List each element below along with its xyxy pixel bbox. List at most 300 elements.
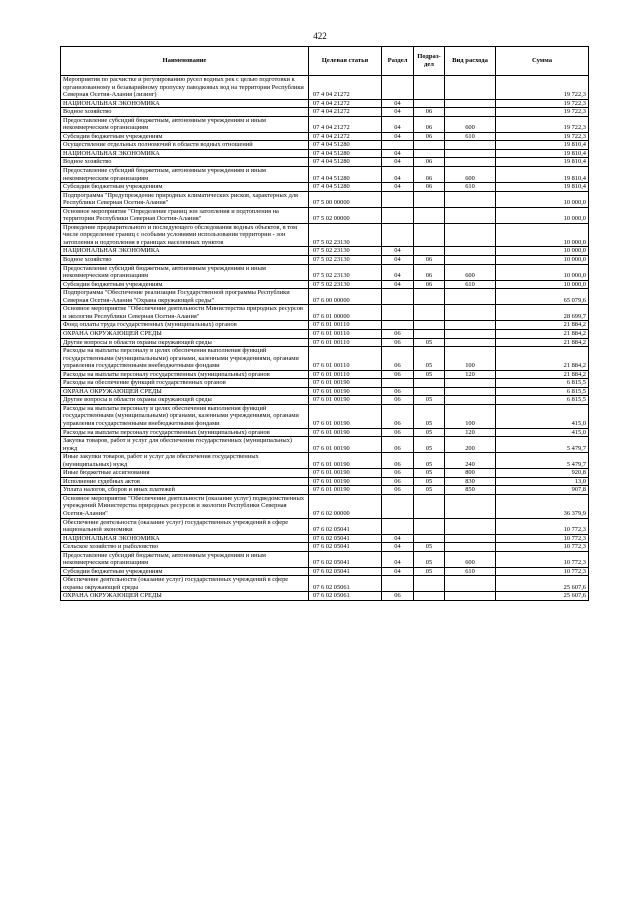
budget-table [60,46,589,601]
cell-subsection: 05 [414,543,445,552]
cell-name: Закупка товаров, работ и услуг для обеспечения государственных (муниципальных) нужд [61,437,309,453]
cell-sum: 19 810,4 [496,183,589,192]
table-row [61,428,589,437]
cell-expense-type [445,387,496,396]
cell-section: 04 [382,108,414,117]
cell-subsection: 05 [414,477,445,486]
table-row [61,149,589,158]
cell-section: 06 [382,404,414,428]
cell-sum: 10 000,0 [496,191,589,207]
cell-subsection [414,329,445,338]
cell-section [382,141,414,150]
cell-expense-type [445,247,496,256]
cell-target-code: 07 6 01 00190 [309,387,382,396]
cell-sum: 19 810,4 [496,167,589,183]
cell-sum: 21 884,2 [496,338,589,347]
cell-subsection: 06 [414,116,445,132]
cell-section: 04 [382,149,414,158]
cell-expense-type: 800 [445,469,496,478]
cell-section [382,494,414,518]
cell-subsection: 05 [414,370,445,379]
cell-name: Водное хозяйство [61,108,309,117]
cell-target-code: 07 6 02 05041 [309,534,382,543]
cell-subsection [414,576,445,592]
table-row [61,183,589,192]
cell-sum: 19 722,3 [496,132,589,141]
table-row [61,534,589,543]
cell-name: Фонд оплаты труда государственных (муниципальных) органов [61,321,309,330]
cell-sum: 25 607,6 [496,576,589,592]
cell-subsection: 06 [414,158,445,167]
cell-target-code: 07 6 02 05041 [309,567,382,576]
cell-sum: 10 772,3 [496,534,589,543]
cell-expense-type: 830 [445,477,496,486]
cell-sum: 19 722,3 [496,108,589,117]
cell-expense-type [445,329,496,338]
cell-section: 06 [382,347,414,371]
cell-section: 04 [382,280,414,289]
cell-subsection: 06 [414,167,445,183]
cell-section [382,321,414,330]
cell-subsection [414,247,445,256]
cell-sum: 65 079,6 [496,289,589,305]
cell-target-code: 07 4 04 51280 [309,149,382,158]
cell-target-code: 07 4 04 51280 [309,158,382,167]
cell-target-code: 07 6 02 05061 [309,592,382,601]
cell-subsection: 05 [414,453,445,469]
cell-sum: 10 772,3 [496,518,589,534]
table-row [61,321,589,330]
cell-name: Сельское хозяйство и рыболовство [61,543,309,552]
cell-section: 06 [382,486,414,495]
cell-name: Водное хозяйство [61,256,309,265]
cell-name: Предоставление субсидий бюджетным, автономным учреждениям и иным некоммерческим организациям [61,167,309,183]
cell-subsection: 05 [414,428,445,437]
cell-section: 06 [382,469,414,478]
table-row [61,167,589,183]
cell-expense-type [445,396,496,405]
cell-name: Мероприятия по расчистке и регулированию русел водных рек с целью подготовки к организованному и безаварийному пропуску паводковых вод на территории Республики Северная Осетия-Алания (лизинг) [61,76,309,100]
cell-sum: 6 815,5 [496,396,589,405]
cell-subsection [414,76,445,100]
cell-name: ОХРАНА ОКРУЖАЮЩЕЙ СРЕДЫ [61,387,309,396]
cell-section [382,305,414,321]
cell-sum: 21 884,2 [496,321,589,330]
table-row [61,256,589,265]
cell-sum: 415,0 [496,428,589,437]
cell-subsection [414,191,445,207]
cell-name: Иные закупки товаров, работ и услуг для обеспечения государственных (муниципальных) нужд [61,453,309,469]
cell-subsection [414,379,445,388]
cell-expense-type: 600 [445,551,496,567]
table-row [61,453,589,469]
cell-name: Расходы на выплаты персоналу в целях обеспечения выполнения функций государственными (муниципальными) органами, казенными учреждениями, органами управления государственными внебюджетными фондами [61,404,309,428]
cell-expense-type [445,534,496,543]
cell-section: 04 [382,116,414,132]
cell-name: Расходы на выплаты персоналу государственных (муниципальных) органов [61,370,309,379]
cell-expense-type: 610 [445,280,496,289]
cell-subsection [414,305,445,321]
cell-section [382,223,414,247]
cell-name: Подпрограмма "Предупреждение природных климатических рисков, характерных для Республики Северная Осетия-Алания" [61,191,309,207]
cell-section: 04 [382,167,414,183]
cell-subsection: 06 [414,264,445,280]
cell-name: Предоставление субсидий бюджетным, автономным учреждениям и иным некоммерческим организациям [61,264,309,280]
cell-expense-type: 100 [445,347,496,371]
cell-section: 04 [382,247,414,256]
cell-target-code: 07 5 00 00000 [309,191,382,207]
cell-sum: 36 379,9 [496,494,589,518]
cell-sum: 415,0 [496,404,589,428]
cell-name: ОХРАНА ОКРУЖАЮЩЕЙ СРЕДЫ [61,592,309,601]
cell-expense-type: 610 [445,183,496,192]
table-row [61,387,589,396]
cell-subsection: 06 [414,256,445,265]
cell-sum: 5 479,7 [496,453,589,469]
cell-target-code: 07 6 01 00190 [309,453,382,469]
cell-name: Иные бюджетные ассигнования [61,469,309,478]
cell-target-code: 07 6 02 00000 [309,494,382,518]
cell-target-code: 07 4 04 51280 [309,141,382,150]
cell-expense-type [445,191,496,207]
cell-subsection: 06 [414,132,445,141]
cell-sum: 10 000,0 [496,207,589,223]
cell-name: ОХРАНА ОКРУЖАЮЩЕЙ СРЕДЫ [61,329,309,338]
cell-subsection: 05 [414,567,445,576]
cell-expense-type [445,76,496,100]
cell-expense-type [445,494,496,518]
cell-section: 06 [382,428,414,437]
cell-section: 04 [382,543,414,552]
cell-sum: 10 000,0 [496,264,589,280]
cell-sum: 10 772,3 [496,543,589,552]
table-row [61,223,589,247]
cell-name: Основное мероприятие "Обеспечение деятельности (оказание услуг) подведомственных учреждений Министерства природных ресурсов и экологии Республики Северная Осетия-Алания" [61,494,309,518]
cell-name: Другие вопросы в области охраны окружающей среды [61,396,309,405]
cell-section [382,576,414,592]
table-row [61,191,589,207]
cell-name: Основное мероприятие "Определение границ зон затопления и подтопления на территории Республики Северная Осетия-Алания" [61,207,309,223]
cell-target-code: 07 6 01 00000 [309,305,382,321]
cell-subsection: 05 [414,396,445,405]
cell-expense-type [445,289,496,305]
cell-section [382,379,414,388]
cell-section: 04 [382,183,414,192]
cell-name: Предоставление субсидий бюджетным, автономным учреждениям и иным некоммерческим организациям [61,551,309,567]
cell-section: 04 [382,256,414,265]
table-row [61,338,589,347]
cell-expense-type [445,321,496,330]
table-row [61,404,589,428]
cell-name: Предоставление субсидий бюджетным, автономным учреждениям и иным некоммерческим организациям [61,116,309,132]
table-row [61,280,589,289]
cell-target-code: 07 6 01 00110 [309,370,382,379]
cell-target-code: 07 6 02 05041 [309,543,382,552]
table-row [61,207,589,223]
table-row [61,264,589,280]
cell-target-code: 07 5 02 23130 [309,256,382,265]
cell-name: Исполнение судебных актов [61,477,309,486]
cell-section: 06 [382,396,414,405]
cell-target-code: 07 6 01 00190 [309,469,382,478]
cell-name: Расходы на обеспечение функций государственных органов [61,379,309,388]
cell-expense-type [445,108,496,117]
cell-sum: 6 815,5 [496,387,589,396]
cell-sum: 25 607,6 [496,592,589,601]
cell-expense-type [445,141,496,150]
table-row [61,141,589,150]
table-row [61,396,589,405]
cell-name: Обеспечение деятельности (оказание услуг) государственных учреждений в сфере охраны окружающей среды [61,576,309,592]
cell-expense-type [445,99,496,108]
table-row [61,247,589,256]
table-row [61,543,589,552]
cell-target-code: 07 6 01 00190 [309,477,382,486]
cell-expense-type [445,305,496,321]
cell-expense-type: 600 [445,264,496,280]
cell-name: Расходы на выплаты персоналу государственных (муниципальных) органов [61,428,309,437]
cell-target-code: 07 6 02 05041 [309,518,382,534]
table-row [61,469,589,478]
table-body [61,76,589,601]
cell-subsection [414,223,445,247]
cell-subsection [414,494,445,518]
cell-expense-type [445,223,496,247]
cell-sum: 10 000,0 [496,223,589,247]
header-name: Наименование [61,47,309,76]
header-code: Целевая статья [309,47,382,76]
cell-expense-type: 100 [445,404,496,428]
cell-expense-type: 120 [445,370,496,379]
cell-name: НАЦИОНАЛЬНАЯ ЭКОНОМИКА [61,534,309,543]
cell-expense-type: 600 [445,116,496,132]
cell-expense-type: 850 [445,486,496,495]
cell-sum: 5 479,7 [496,437,589,453]
cell-target-code: 07 4 04 21272 [309,116,382,132]
cell-name: Водное хозяйство [61,158,309,167]
cell-name: Проведение предварительного и последующего обследования водных объектов, в том числе определение границ с особыми условиями использования территории - зон затопления и подтопления в границах населенных пунктов [61,223,309,247]
cell-expense-type: 120 [445,428,496,437]
table-row [61,132,589,141]
cell-expense-type: 240 [445,453,496,469]
cell-subsection: 05 [414,347,445,371]
header-subsection: Подраз-дел [414,47,445,76]
cell-section: 06 [382,592,414,601]
cell-target-code: 07 6 01 00110 [309,347,382,371]
page-number: 422 [313,31,327,41]
cell-subsection: 06 [414,108,445,117]
cell-name: НАЦИОНАЛЬНАЯ ЭКОНОМИКА [61,99,309,108]
cell-expense-type: 200 [445,437,496,453]
table-row [61,305,589,321]
cell-sum: 19 722,3 [496,76,589,100]
cell-section [382,518,414,534]
cell-subsection [414,289,445,305]
cell-target-code: 07 6 01 00110 [309,321,382,330]
cell-name: НАЦИОНАЛЬНАЯ ЭКОНОМИКА [61,247,309,256]
cell-section [382,207,414,223]
cell-subsection [414,534,445,543]
cell-sum: 19 722,3 [496,99,589,108]
cell-section: 04 [382,264,414,280]
cell-sum: 19 810,4 [496,141,589,150]
cell-name: Субсидии бюджетным учреждениям [61,183,309,192]
table-row [61,370,589,379]
cell-sum: 13,0 [496,477,589,486]
cell-expense-type [445,149,496,158]
cell-sum: 19 722,3 [496,116,589,132]
cell-expense-type: 610 [445,567,496,576]
cell-name: НАЦИОНАЛЬНАЯ ЭКОНОМИКА [61,149,309,158]
table-row [61,347,589,371]
table-row [61,329,589,338]
cell-section: 04 [382,551,414,567]
cell-sum: 19 810,4 [496,158,589,167]
cell-expense-type [445,518,496,534]
cell-section [382,191,414,207]
table-row [61,76,589,100]
cell-target-code: 07 5 02 00000 [309,207,382,223]
cell-subsection: 05 [414,437,445,453]
cell-target-code: 07 6 02 05061 [309,576,382,592]
cell-section: 04 [382,132,414,141]
cell-expense-type [445,207,496,223]
cell-expense-type [445,379,496,388]
cell-sum: 21 884,2 [496,370,589,379]
cell-expense-type [445,338,496,347]
table-row [61,592,589,601]
cell-section [382,289,414,305]
cell-name: Основное мероприятие "Обеспечение деятельности Министерства природных ресурсов и экологии Республики Северная Осетия-Алания" [61,305,309,321]
cell-sum: 28 699,7 [496,305,589,321]
table-row [61,576,589,592]
cell-target-code: 07 4 04 51280 [309,183,382,192]
cell-expense-type [445,543,496,552]
cell-sum: 21 884,2 [496,347,589,371]
cell-target-code: 07 5 02 23130 [309,223,382,247]
cell-target-code: 07 4 04 21272 [309,99,382,108]
cell-section: 04 [382,567,414,576]
cell-subsection: 05 [414,486,445,495]
cell-expense-type: 610 [445,132,496,141]
cell-section [382,76,414,100]
table-row [61,158,589,167]
header-section: Раздел [382,47,414,76]
cell-expense-type [445,592,496,601]
table-header-row [61,47,589,76]
cell-sum: 10 000,0 [496,280,589,289]
cell-name: Подпрограмма "Обеспечение реализации Государственной программы Республики Северная Осетия-Алания "Охрана окружающей среды" [61,289,309,305]
cell-subsection: 05 [414,551,445,567]
cell-expense-type [445,576,496,592]
cell-sum: 907,8 [496,486,589,495]
cell-target-code: 07 6 01 00190 [309,428,382,437]
cell-subsection: 05 [414,404,445,428]
cell-name: Осуществление отдельных полномочий в области водных отношений [61,141,309,150]
table-row [61,379,589,388]
cell-section: 04 [382,158,414,167]
cell-expense-type: 600 [445,167,496,183]
cell-name: Субсидии бюджетным учреждениям [61,280,309,289]
cell-target-code: 07 5 02 23130 [309,280,382,289]
cell-target-code: 07 6 01 00190 [309,379,382,388]
cell-section: 06 [382,387,414,396]
cell-sum: 10 000,0 [496,247,589,256]
cell-section: 06 [382,370,414,379]
cell-target-code: 07 4 04 21272 [309,108,382,117]
cell-target-code: 07 6 01 00190 [309,486,382,495]
cell-target-code: 07 6 01 00110 [309,329,382,338]
cell-sum: 10 000,0 [496,256,589,265]
cell-name: Субсидии бюджетным учреждениям [61,132,309,141]
cell-name: Обеспечение деятельности (оказание услуг) государственных учреждений в сфере национальной экономики [61,518,309,534]
cell-subsection [414,592,445,601]
cell-section: 06 [382,437,414,453]
cell-section: 04 [382,534,414,543]
table-row [61,289,589,305]
cell-subsection [414,141,445,150]
cell-name: Расходы на выплаты персоналу в целях обеспечения выполнения функций государственными (муниципальными) органами, казенными учреждениями, органами управления государственными внебюджетными фондами [61,347,309,371]
cell-name: Другие вопросы в области охраны окружающей среды [61,338,309,347]
cell-subsection [414,518,445,534]
cell-target-code: 07 6 01 00110 [309,338,382,347]
cell-section: 06 [382,338,414,347]
cell-subsection: 06 [414,183,445,192]
cell-target-code: 07 4 04 21272 [309,76,382,100]
cell-sum: 6 815,5 [496,379,589,388]
cell-sum: 10 772,3 [496,551,589,567]
cell-sum: 19 810,4 [496,149,589,158]
table-row [61,116,589,132]
cell-subsection: 06 [414,280,445,289]
table-row [61,486,589,495]
cell-subsection [414,387,445,396]
cell-target-code: 07 6 00 00000 [309,289,382,305]
table-row [61,551,589,567]
cell-name: Уплата налогов, сборов и иных платежей [61,486,309,495]
cell-target-code: 07 6 01 00190 [309,437,382,453]
cell-expense-type [445,158,496,167]
table-row [61,494,589,518]
cell-target-code: 07 5 02 23130 [309,264,382,280]
cell-target-code: 07 4 04 21272 [309,132,382,141]
table-row [61,99,589,108]
cell-name: Субсидии бюджетным учреждениям [61,567,309,576]
header-sum: Сумма [496,47,589,76]
cell-sum: 10 772,3 [496,567,589,576]
cell-sum: 920,8 [496,469,589,478]
cell-target-code: 07 4 04 51280 [309,167,382,183]
cell-subsection [414,207,445,223]
cell-subsection [414,321,445,330]
cell-section: 04 [382,99,414,108]
cell-subsection: 05 [414,469,445,478]
cell-target-code: 07 6 01 00190 [309,404,382,428]
cell-section: 06 [382,453,414,469]
cell-subsection [414,149,445,158]
table-row [61,108,589,117]
cell-expense-type [445,256,496,265]
table-row [61,477,589,486]
cell-target-code: 07 5 02 23130 [309,247,382,256]
cell-section: 06 [382,477,414,486]
header-expense-type: Вид расхода [445,47,496,76]
table-row [61,567,589,576]
cell-target-code: 07 6 01 00190 [309,396,382,405]
cell-sum: 21 884,2 [496,329,589,338]
cell-section: 06 [382,329,414,338]
table-row [61,437,589,453]
